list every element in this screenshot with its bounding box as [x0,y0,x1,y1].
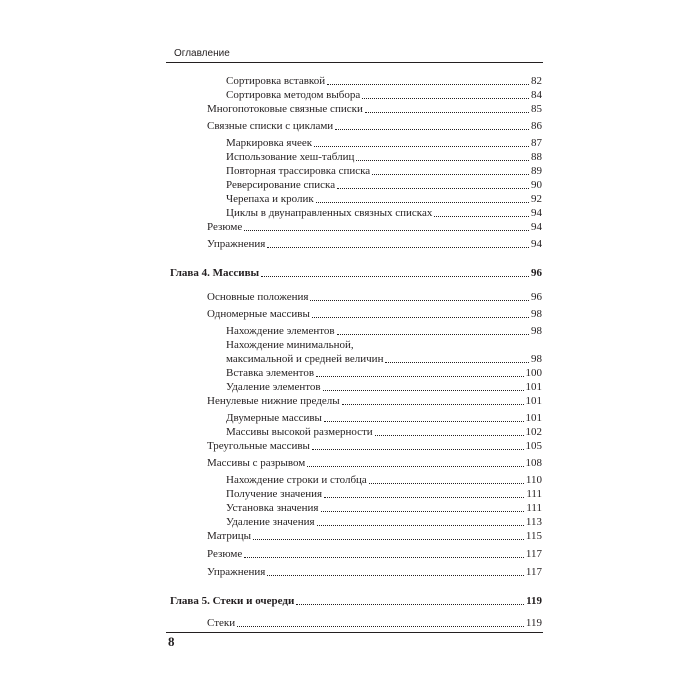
dot-leader [244,230,529,231]
toc-entry[interactable] [226,164,542,178]
toc-entry[interactable] [226,74,542,88]
toc-entry[interactable] [207,529,542,543]
toc-entry[interactable] [207,456,542,470]
toc-chapter-label: Глава 4. Массивы [170,267,260,279]
toc-entry-label: Треугольные массивы [207,440,310,452]
toc-entry-label: Нахождение строки и столбца [226,474,367,486]
toc-entry-page: 100 [525,367,542,379]
toc-entry-label: Основные положения [207,291,309,303]
toc-entry[interactable] [207,102,542,116]
toc-entry-page: 117 [525,566,542,578]
dot-leader [321,511,525,512]
toc-entry-label: Циклы в двунаправленных связных списках [226,207,433,219]
toc-entry-page: 119 [525,617,542,629]
toc-entry-label: Удаление элементов [226,381,321,393]
dot-leader [337,188,529,189]
toc-entry[interactable] [207,237,542,251]
toc-entry-label: Сортировка вставкой [226,75,326,87]
toc-entry-page: 86 [531,120,542,132]
toc-entry-label: максимальной и средней величин [226,353,384,365]
toc-entry[interactable] [226,515,542,529]
toc-entry[interactable] [226,487,542,501]
dot-leader [375,435,524,436]
toc-entry-page: 117 [525,548,542,560]
toc-entry[interactable] [207,565,542,579]
dot-leader [324,421,524,422]
toc-chapter-page: 96 [531,267,542,279]
running-head: Оглавление [174,48,230,59]
toc-entry-page: 111 [526,502,542,514]
dot-leader [385,362,529,363]
toc-entry-page: 98 [531,325,542,337]
dot-leader [253,539,524,540]
toc-entry-page: 87 [531,137,542,149]
toc-entry[interactable] [207,220,542,234]
toc-chapter-entry[interactable] [170,594,542,608]
toc-entry-page: 94 [531,207,542,219]
dot-leader [261,276,529,277]
dot-leader [337,334,529,335]
toc-entry[interactable] [226,324,542,338]
dot-leader [310,300,529,301]
toc-entry[interactable] [226,352,542,366]
toc-entry-label: Ненулевые нижние пределы [207,395,340,407]
toc-entry-label: Упражнения [207,238,266,250]
toc-entry-page: 94 [531,221,542,233]
toc-entry-page: 101 [525,395,542,407]
header-rule [166,62,543,63]
toc-entry-page: 115 [525,530,542,542]
toc-entry-page: 113 [525,516,542,528]
dot-leader [324,497,524,498]
toc-entry-label: Реверсирование списка [226,179,336,191]
toc-entry[interactable] [226,88,542,102]
toc-entry-label: Повторная трассировка списка [226,165,371,177]
toc-entry[interactable] [226,178,542,192]
toc-entry-label: Матрицы [207,530,251,542]
toc-entry-label: Связные списки с циклами [207,120,334,132]
toc-entry-page: 84 [531,89,542,101]
toc-entry-label: Многопотоковые связные списки [207,103,363,115]
dot-leader [323,390,524,391]
toc-entry-page: 85 [531,103,542,115]
toc-entry[interactable] [226,366,542,380]
toc-entry[interactable] [207,119,542,133]
dot-leader [267,247,529,248]
dot-leader [335,129,529,130]
toc-entry-label: Установка значения [226,502,319,514]
dot-leader [296,604,524,605]
toc-entry-page: 96 [531,291,542,303]
toc-entry-label: Использование хеш-таблиц [226,151,355,163]
toc-entry-page: 94 [531,238,542,250]
dot-leader [316,376,523,377]
dot-leader [372,174,529,175]
toc-entry-label: Маркировка ячеек [226,137,313,149]
dot-leader [316,202,529,203]
page-number: 8 [168,634,175,649]
dot-leader [362,98,529,99]
toc-entry[interactable] [226,473,542,487]
toc-entry-label: Двумерные массивы [226,412,322,424]
toc-entry-label: Получение значения [226,488,323,500]
dot-leader [356,160,529,161]
dot-leader [434,216,529,217]
toc-entry[interactable] [226,136,542,150]
toc-entry[interactable] [226,380,542,394]
toc-chapter-label: Глава 5. Стеки и очереди [170,595,295,607]
toc-entry-label: Упражнения [207,566,266,578]
dot-leader [342,404,524,405]
toc-entry-label: Сортировка методом выбора [226,89,361,101]
dot-leader [312,317,529,318]
toc-entry-label: Стеки [207,617,236,629]
dot-leader [314,146,529,147]
dot-leader [369,483,524,484]
toc-entry[interactable] [226,501,542,515]
toc-entry-page: 88 [531,151,542,163]
toc-entry[interactable] [207,616,542,630]
footer-rule [166,632,543,633]
toc-entry-page: 89 [531,165,542,177]
toc-entry[interactable] [207,439,542,453]
toc-entry-page: 82 [531,75,542,87]
toc-entry-page: 90 [531,179,542,191]
toc-entry-label: Резюме [207,221,243,233]
toc-entry-label: Вставка элементов [226,367,315,379]
toc-entry-page: 101 [525,381,542,393]
toc-chapter-entry[interactable] [170,266,542,280]
toc-entry[interactable] [226,411,542,425]
dot-leader [317,525,524,526]
toc-entry-page: 111 [526,488,542,500]
toc-entry[interactable] [207,290,542,304]
toc-entry-page: 98 [531,353,542,365]
toc-entry-label: Одномерные массивы [207,308,310,320]
dot-leader [307,466,523,467]
toc-entry[interactable] [207,394,542,408]
toc-entry[interactable] [226,425,542,439]
toc-entry[interactable] [226,150,542,164]
toc-entry-page: 98 [531,308,542,320]
dot-leader [237,626,524,627]
dot-leader [312,449,524,450]
toc-chapter-page: 119 [526,595,542,607]
dot-leader [365,112,529,113]
toc-entry-label: Нахождение элементов [226,325,335,337]
toc-entry-label: Массивы с разрывом [207,457,306,469]
toc-entry-page: 105 [525,440,542,452]
toc-entry[interactable] [226,206,542,220]
toc-entry-label: Удаление значения [226,516,315,528]
toc-entry-page: 108 [525,457,542,469]
toc-entry[interactable] [226,192,542,206]
toc-entry-page: 101 [525,412,542,424]
toc-entry-label: Резюме [207,548,243,560]
dot-leader [267,575,524,576]
dot-leader [327,84,529,85]
toc-entry-label: Черепаха и кролик [226,193,314,205]
toc-entry-page: 110 [525,474,542,486]
toc-entry[interactable] [207,547,542,561]
dot-leader [244,557,524,558]
toc-entry-label-line1: Нахождение минимальной, [226,339,354,351]
toc-entry-label: Массивы высокой размерности [226,426,373,438]
toc-entry-page: 102 [525,426,542,438]
toc-entry-page: 92 [531,193,542,205]
toc-entry[interactable] [207,307,542,321]
